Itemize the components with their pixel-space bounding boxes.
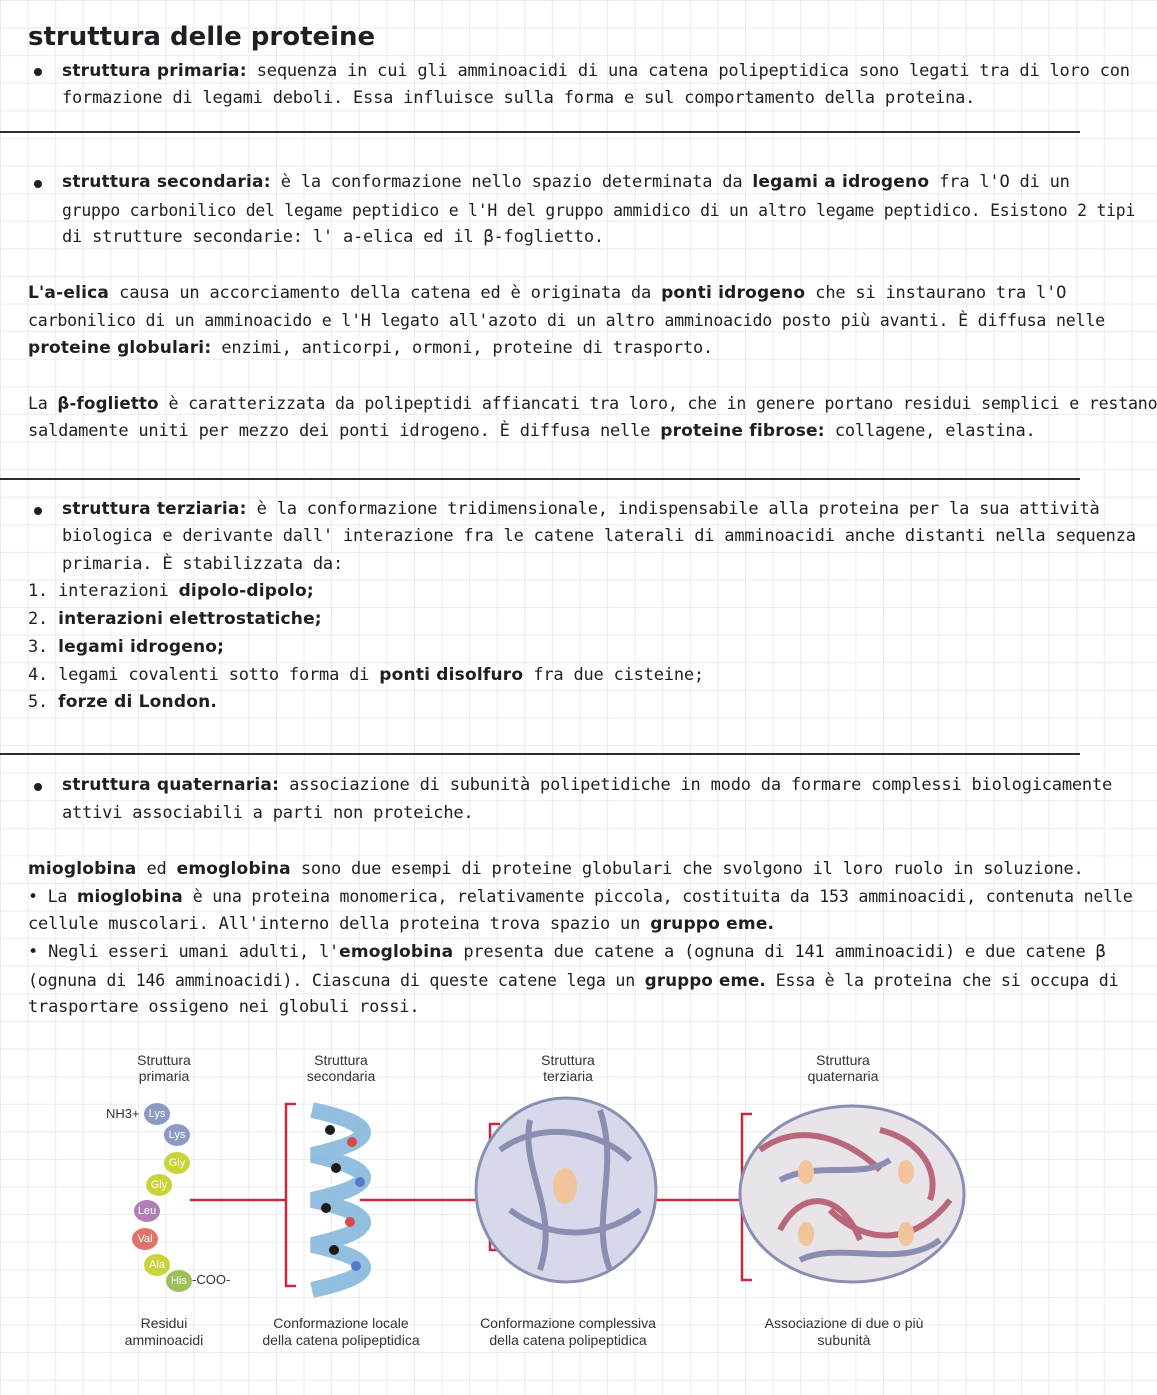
list-item: 1. interazioni dipolo-dipolo; — [28, 581, 314, 601]
list-item: 3. legami idrogeno; — [28, 637, 225, 657]
quaternaria-line-2: attivi associabili a parti non proteiche. — [62, 803, 474, 823]
term-quaternaria: struttura quaternaria: — [62, 775, 280, 795]
beta-line-2: saldamente uniti per mezzo dei ponti idrogeno. È diffusa nelle proteine fibrose: collagene, elastina. — [28, 421, 1036, 441]
residue-gly-1: Gly — [164, 1152, 190, 1174]
term-beta-foglietto: β-foglietto — [57, 394, 159, 413]
term-proteine-globulari: proteine globulari: — [28, 338, 212, 358]
residue-val: Val — [132, 1228, 158, 1250]
bullet — [34, 783, 42, 791]
esempi-line-4: • Negli esseri umani adulti, l'emoglobina presenta due catene a (ognuna di 141 amminoacidi) e due catene β — [28, 942, 1106, 962]
term-legami-idrogeno: legami a idrogeno — [752, 172, 930, 192]
esempi-line-6: trasportare ossigeno nei globuli rossi. — [28, 997, 420, 1017]
page-title: struttura delle proteine — [28, 22, 376, 52]
beta-line-1: La β-foglietto è caratterizzata da polipeptidi affiancati tra loro, che in genere portano residui semplici e restano — [28, 394, 1157, 413]
alfa-line-1: L'a-elica causa un accorciamento della catena ed è originata da ponti idrogeno che si instaurano tra l'O — [28, 283, 1067, 303]
esempi-line-3: cellule muscolari. All'interno della proteina trova spazio un gruppo eme. — [28, 914, 775, 934]
list-item: 5. forze di London. — [28, 692, 218, 712]
term-terziaria: struttura terziaria: — [62, 499, 247, 519]
quaternaria-line-1: struttura quaternaria: associazione di subunità polipetidiche in modo da formare complessi biologicamente — [62, 775, 1113, 795]
esempi-line-1: mioglobina ed emoglobina sono due esempi di proteine globulari che svolgono il loro ruolo in soluzione. — [28, 859, 1084, 879]
terziaria-line-1: struttura terziaria: è la conformazione tridimensionale, indispensabile alla proteina per la sua attività — [62, 499, 1100, 519]
secondaria-line-2: gruppo carbonilico del legame peptidico e l'H del gruppo ammidico di un altro legame peptidico. Esistono 2 tipi — [62, 201, 1136, 220]
residue-leu: Leu — [134, 1200, 160, 1222]
structure-diagram — [0, 1090, 1080, 1305]
nh3-label: NH3+ — [106, 1106, 140, 1121]
primaria-line-2: formazione di legami deboli. Essa influisce sulla forma e sul comportamento della proteina. — [62, 88, 976, 108]
bullet — [34, 68, 42, 76]
primaria-line-1: struttura primaria: sequenza in cui gli amminoacidi di una catena polipeptidica sono legati tra di loro con — [62, 61, 1130, 81]
figure-label-secondaria: Struttura secondaria — [306, 1052, 376, 1084]
tertiary-structure-image — [476, 1098, 656, 1282]
residue-ala: Ala — [144, 1254, 170, 1276]
figure-label-primaria: Struttura primaria — [137, 1052, 191, 1084]
divider — [0, 753, 1080, 755]
esempi-line-5: (ognuna di 146 amminoacidi). Ciascuna di queste catene lega un gruppo eme. Essa è la proteina che si occupa di — [28, 971, 1119, 990]
caption-secondaria: Conformazione locale della catena polipeptidica — [262, 1315, 420, 1348]
secondaria-line-1: struttura secondaria: è la conformazione nello spazio determinata da legami a idrogeno fra l'O di un — [62, 172, 1070, 192]
term-proteine-fibrose: proteine fibrose: — [660, 421, 825, 441]
residue-lys-1: Lys — [144, 1103, 170, 1125]
alpha-helix-image — [312, 1110, 365, 1290]
list-item: 4. legami covalenti sotto forma di ponti disolfuro fra due cisteine; — [28, 665, 704, 685]
term-ponti-idrogeno: ponti idrogeno — [661, 283, 806, 303]
residue-lys-2: Lys — [164, 1124, 190, 1146]
bullet — [34, 507, 42, 515]
term-secondaria: struttura secondaria: — [62, 172, 271, 192]
divider — [0, 131, 1080, 133]
caption-quaternaria: Associazione di due o più subunità — [764, 1315, 924, 1348]
secondaria-line-3: di strutture secondarie: l' a-elica ed il β-foglietto. — [62, 227, 604, 247]
terziaria-line-2: biologica e derivante dall' interazione fra le catene laterali di amminoacidi anche distanti nella sequenza — [62, 526, 1136, 546]
bullet — [34, 180, 42, 188]
residue-gly-2: Gly — [146, 1174, 172, 1196]
alfa-line-3: proteine globulari: enzimi, anticorpi, ormoni, proteine di trasporto. — [28, 338, 714, 358]
esempi-line-2: • La mioglobina è una proteina monomerica, relativamente piccola, costituita da 153 amminoacidi, contenuta nelle — [28, 887, 1133, 906]
quaternary-structure-image — [740, 1106, 964, 1282]
residue-his: His — [166, 1270, 192, 1292]
list-item: 2. interazioni elettrostatiche; — [28, 609, 322, 629]
figure-label-terziaria: Struttura terziaria — [541, 1052, 595, 1084]
terziaria-line-3: primaria. È stabilizzata da: — [62, 554, 343, 574]
figure-label-quaternaria: Struttura quaternaria — [807, 1052, 879, 1084]
term-alfa-elica: L'a-elica — [28, 283, 110, 303]
term-primaria: struttura primaria: — [62, 61, 247, 81]
caption-primaria: Residui amminoacidi — [124, 1315, 204, 1348]
alfa-line-2: carbonilico di un amminoacido e l'H legato all'azoto di un altro amminoacido posto più avanti. È diffusa nelle — [28, 311, 1105, 330]
coo-label: -COO- — [192, 1272, 231, 1287]
divider — [0, 478, 1080, 480]
caption-terziaria: Conformazione complessiva della catena polipeptidica — [480, 1315, 656, 1348]
